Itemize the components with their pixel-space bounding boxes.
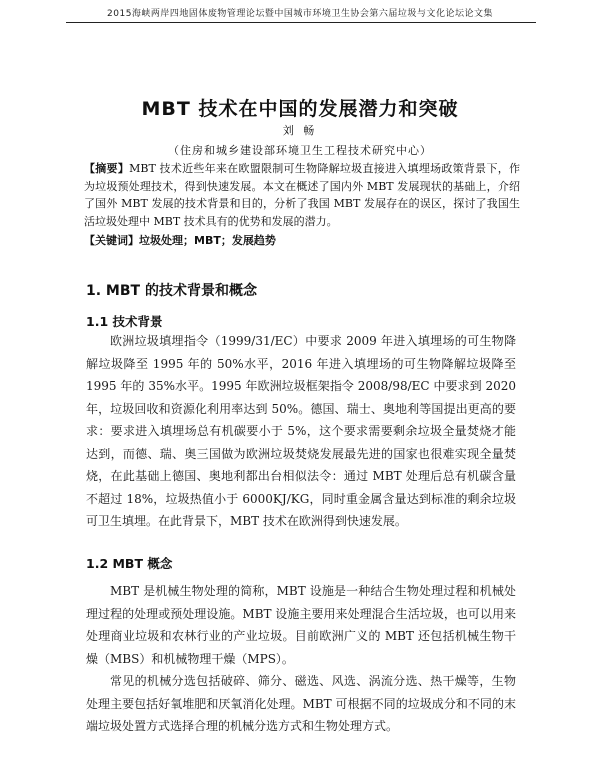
keywords	[84, 232, 520, 249]
paper-title: MBT 技术在中国的发展潜力和突破	[141, 98, 459, 120]
section-1-1-heading: 1.1 技术背景	[86, 314, 163, 329]
abstract-text: MBT 技术近些年来在欧盟限制可生物降解垃圾直接进入填埋场政策背景下，作为垃圾预处理技术，得到快速发展。本文在概述了国内外 MBT 发展现状的基础上，介绍了国外 MBT 发展的技术背景和目的，分析了我国 MBT 发展存在的误区，探讨了我国生活垃圾处理中 MBT 技术具有的优势和发展的潜力。	[84, 162, 520, 228]
section-1-1-paragraph: 欧洲垃圾填埋指令（1999/31/EC）中要求 2009 年进入填埋场的可生物降解垃圾降至 1995 年的 50%水平，2016 年进入填埋场的可生物降解垃圾降至 1995 年的 35%水平。1995 年欧洲垃圾框架指令 2008/98/EC 中要求到 2020 年，垃圾回收和资源化利用率达到 50%。德国、瑞士、奥地利等国提出更高的要求：要求进入填埋场总有机碳要小于 5%，这个要求需要剩余垃圾全量焚烧才能达到，而德、瑞、奥三国做为欧洲垃圾焚烧发展最先进的国家也很难实现全量焚烧，在此基础上德国、奥地利都出台相似法令：通过 MBT 处理后总有机碳含量不超过 18%，垃圾热值小于 6000KJ/KG，同时重金属含量达到标准的剩余垃圾可卫生填埋。在此背景下，MBT 技术在欧洲得到快速发展。	[86, 334, 516, 528]
abstract-label: 【摘要】	[84, 162, 130, 175]
abstract	[84, 160, 520, 230]
keywords-text: 垃圾处理；MBT；发展趋势	[139, 234, 276, 247]
author: 刘 畅	[282, 124, 318, 137]
keywords-label: 【关键词】	[84, 234, 139, 247]
header-rule	[66, 22, 536, 23]
running-header: 2015海峡两岸四地固体废物管理论坛暨中国城市环境卫生协会第六届垃圾与文化论坛论文集	[107, 9, 493, 19]
affiliation: （住房和城乡建设部环境卫生工程技术研究中心）	[168, 144, 432, 157]
section-1-2-paragraph-2: 常见的机械分选包括破碎、筛分、磁选、风选、涡流分选、热干燥等，生物处理主要包括好氧堆肥和厌氧消化处理。MBT 可根据不同的垃圾成分和不同的末端垃圾处置方式选择合理的机械分选方式和生物处理方式。	[86, 674, 516, 733]
section-1-heading: 1. MBT 的技术背景和概念	[86, 283, 257, 299]
section-1-2-heading: 1.2 MBT 概念	[86, 556, 173, 571]
section-1-2-paragraph-1: MBT 是机械生物处理的简称，MBT 设施是一种结合生物处理过程和机械处理过程的处理或预处理设施。MBT 设施主要用来处理混合生活垃圾，也可以用来处理商业垃圾和农林行业的产业垃圾。目前欧洲广义的 MBT 还包括机械生物干燥（MBS）和机械物理干燥（MPS）。	[86, 584, 516, 666]
